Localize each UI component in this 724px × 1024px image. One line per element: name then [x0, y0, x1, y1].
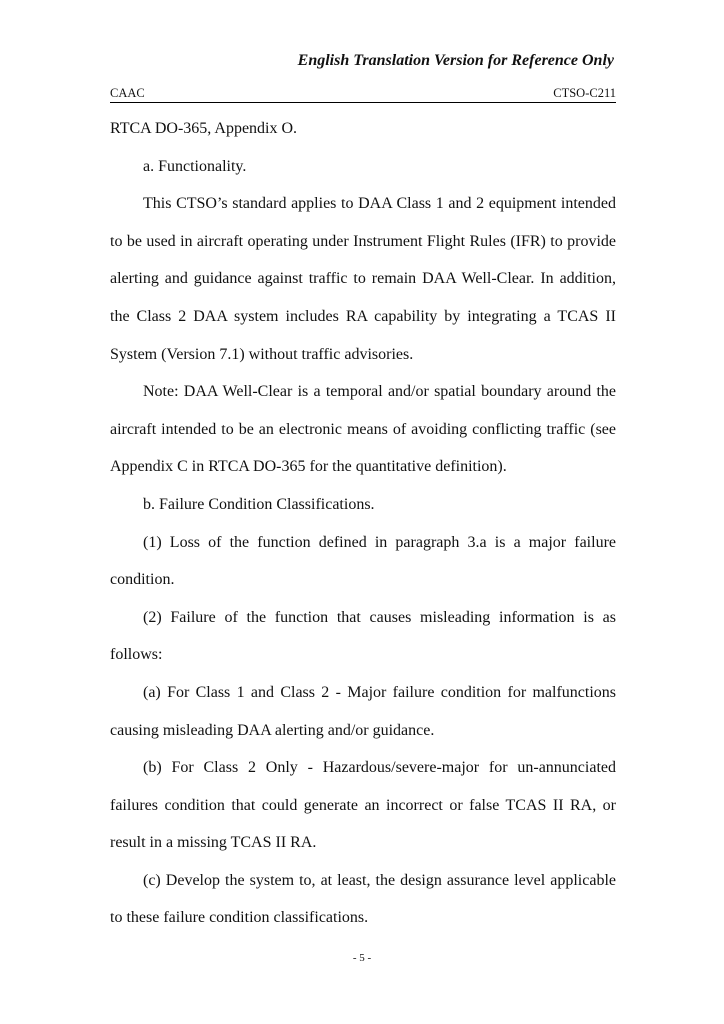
header-doc-id: CTSO-C211	[553, 86, 616, 100]
paragraph-item-2c: (c) Develop the system to, at least, the design assurance level applicable to these failure condition classifications.	[110, 871, 616, 927]
paragraph-item-2a: (a) For Class 1 and Class 2 - Major failure condition for malfunctions causing misleading DAA alerting and/or guidance.	[110, 683, 616, 739]
paragraph-note: Note: DAA Well-Clear is a temporal and/or spatial boundary around the aircraft intended to be an electronic means of avoiding conflicting traffic (see Appendix C in RTCA DO-365 for the quantitative definition).	[110, 383, 616, 476]
running-header	[110, 86, 616, 103]
paragraph-item-2b: (b) For Class 2 Only - Hazardous/severe-major for un-annunciated failures condition that could generate an incorrect or false TCAS II RA, or result in a missing TCAS II RA.	[110, 759, 616, 852]
paragraph-item-1: (1) Loss of the function defined in paragraph 3.a is a major failure condition.	[110, 533, 616, 589]
paragraph-reference: RTCA DO-365, Appendix O.	[110, 120, 298, 137]
translation-note: English Translation Version for Reference Only	[297, 52, 614, 69]
page-number: - 5 -	[352, 952, 372, 964]
body-text	[110, 110, 616, 937]
paragraph-functionality: This CTSO’s standard applies to DAA Class 1 and 2 equipment intended to be used in aircraft operating under Instrument Flight Rules (IFR) to provide alerting and guidance against traffic to remain DAA Well-Clear. In addition, the Class 2 DAA system includes RA capability by integrating a TCAS II System (Version 7.1) without traffic advisories.	[110, 195, 616, 363]
heading-functionality: a. Functionality.	[143, 157, 247, 175]
heading-failure-classifications: b. Failure Condition Classifications.	[143, 495, 375, 513]
paragraph-item-2: (2) Failure of the function that causes misleading information is as follows:	[110, 608, 616, 664]
header-org: CAAC	[110, 86, 145, 100]
